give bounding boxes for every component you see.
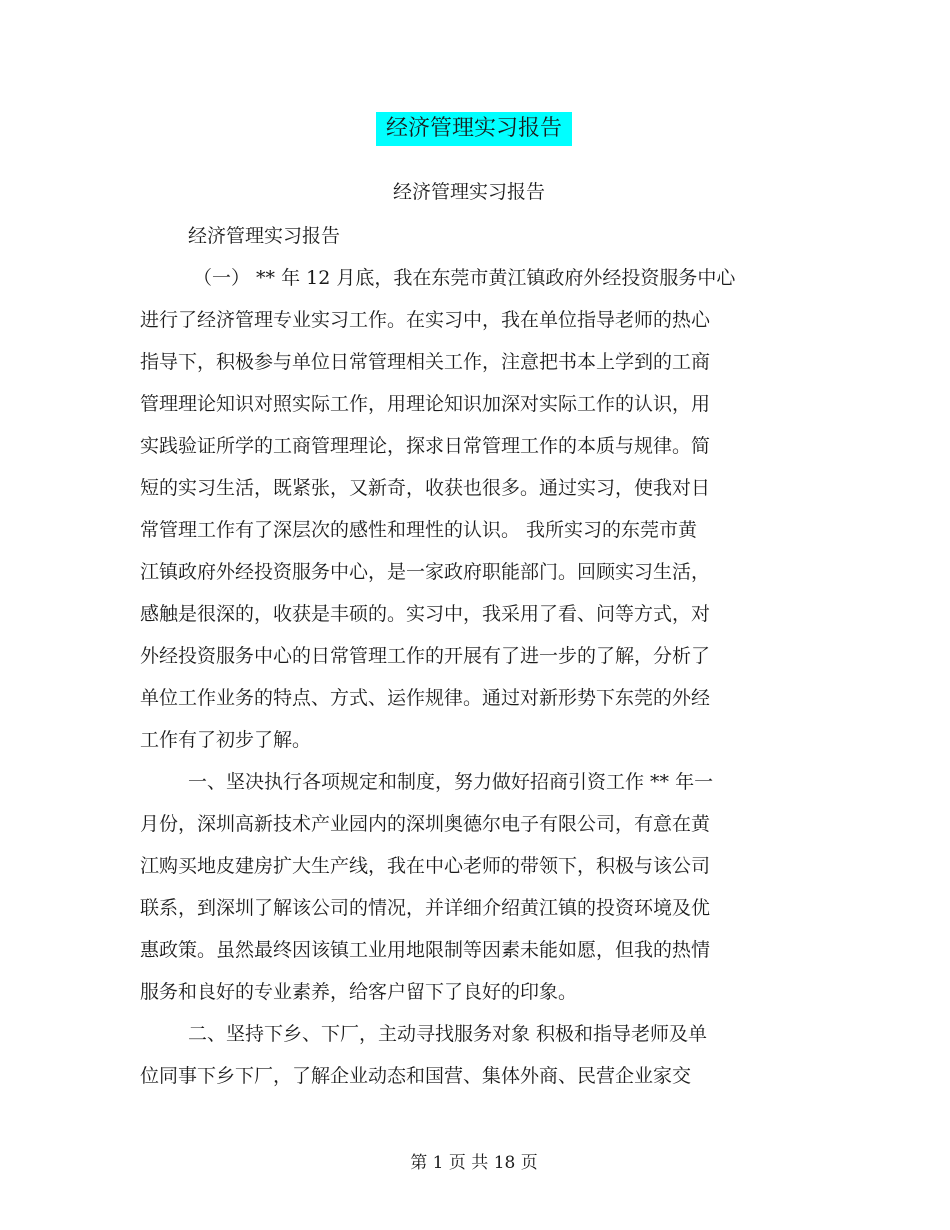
body-line: 惠政策。虽然最终因该镇工业用地限制等因素未能如愿，但我的热情 (140, 939, 711, 961)
document-subtitle: 经济管理实习报告 (392, 181, 545, 203)
document-title: 经济管理实习报告 (376, 112, 572, 146)
body-line: 江镇政府外经投资服务中心，是一家政府职能部门。回顾实习生活， (140, 561, 711, 583)
page-footer: 第 1 页 共 18 页 (410, 1153, 538, 1173)
body-line: 一、坚决执行各项规定和制度，努力做好招商引资工作 ** 年一 (188, 771, 714, 793)
body-line: 外经投资服务中心的日常管理工作的开展有了进一步的了解，分析了 (140, 645, 711, 667)
body-line: （一） ** 年 12 月底，我在东莞市黄江镇政府外经投资服务中心 (193, 267, 736, 289)
body-line: 服务和良好的专业素养，给客户留下了良好的印象。 (140, 981, 578, 1003)
body-line: 短的实习生活，既紧张，又新奇，收获也很多。通过实习，使我对日 (140, 477, 711, 499)
body-line: 实践验证所学的工商管理理论，探求日常管理工作的本质与规律。简 (140, 435, 711, 457)
body-line: 工作有了初步了解。 (140, 729, 312, 751)
body-line: 进行了经济管理专业实习工作。在实习中，我在单位指导老师的热心 (140, 309, 711, 331)
body-line: 二、坚持下乡、下厂，主动寻找服务对象 积极和指导老师及单 (188, 1023, 708, 1045)
body-line: 指导下，积极参与单位日常管理相关工作，注意把书本上学到的工商 (140, 351, 711, 373)
body-line: 经济管理实习报告 (188, 225, 341, 247)
body-line: 管理理论知识对照实际工作，用理论知识加深对实际工作的认识，用 (140, 393, 711, 415)
body-line: 感触是很深的，收获是丰硕的。实习中，我采用了看、问等方式，对 (140, 603, 711, 625)
body-line: 联系，到深圳了解该公司的情况，并详细介绍黄江镇的投资环境及优 (140, 897, 711, 919)
body-line: 月份，深圳高新技术产业园内的深圳奥德尔电子有限公司，有意在黄 (140, 813, 711, 835)
body-line: 单位工作业务的特点、方式、运作规律。通过对新形势下东莞的外经 (140, 687, 711, 709)
body-line: 常管理工作有了深层次的感性和理性的认识。 我所实习的东莞市黄 (140, 519, 698, 541)
body-line: 位同事下乡下厂，了解企业动态和国营、集体外商、民营企业家交 (140, 1065, 692, 1087)
body-line: 江购买地皮建房扩大生产线，我在中心老师的带领下，积极与该公司 (140, 855, 711, 877)
